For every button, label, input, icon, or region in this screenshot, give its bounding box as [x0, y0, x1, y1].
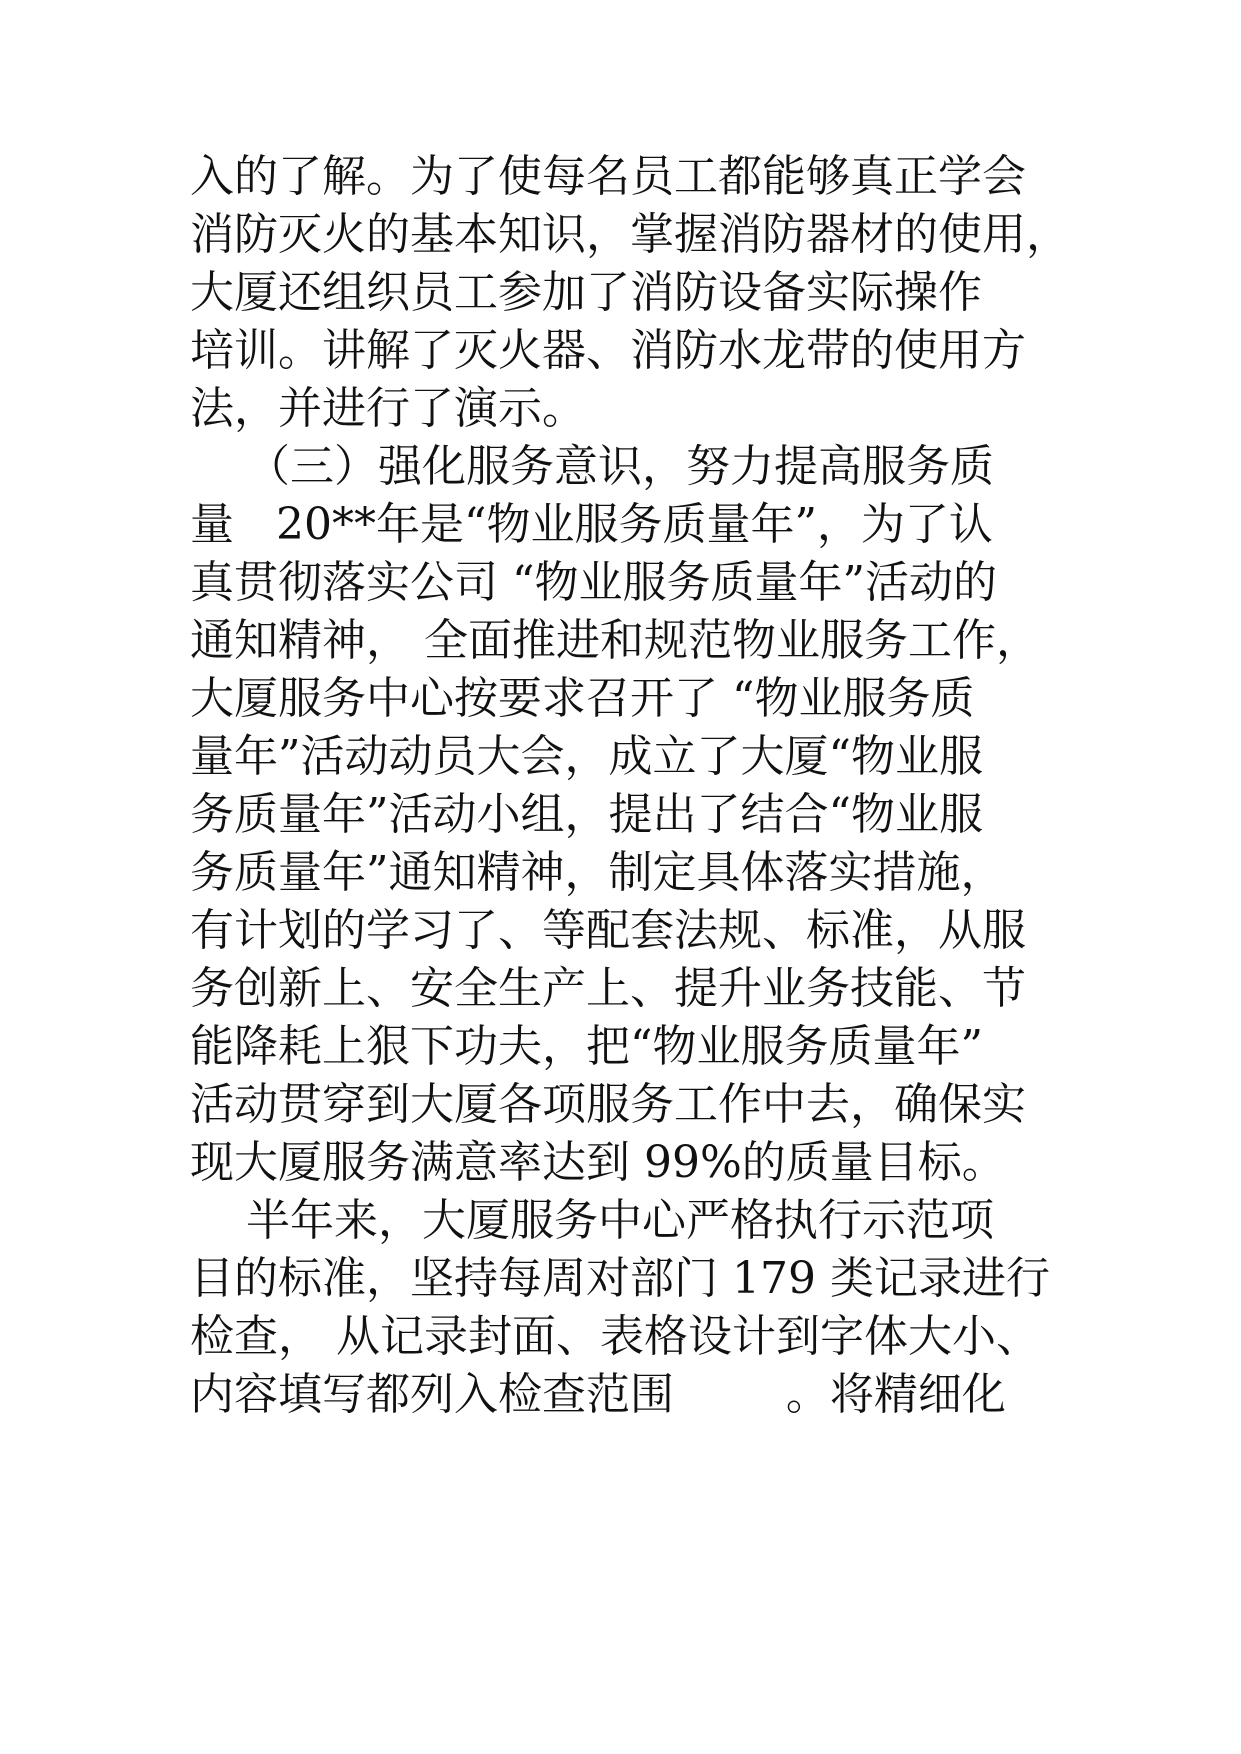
text-line: 能降耗上狠下功夫，把“物业服务质量年”: [190, 1021, 983, 1072]
text-line: 务创新上、安全生产上、提升业务技能、节: [190, 963, 1026, 1014]
text-line: 目的标准，坚持每周对部门 179 类记录进行: [190, 1253, 1050, 1304]
text-line: 内容填写都列入检查范围 。将精细化: [190, 1369, 1006, 1420]
text-line: 法，并进行了演示。: [190, 383, 586, 434]
text-line: 真贯彻落实公司 “物业服务质量年”活动的: [190, 557, 997, 608]
text-line: 务质量年”通知精神，制定具体落实措施，: [190, 847, 1005, 898]
text-line: （三）强化服务意识，努力提高服务质: [190, 441, 994, 492]
text-line: 务质量年”活动小组，提出了结合“物业服: [190, 789, 983, 840]
text-line: 活动贯穿到大厦各项服务工作中去，确保实: [190, 1079, 1026, 1130]
body-text: [190, 148, 1090, 1424]
text-line: 量年”活动动员大会，成立了大厦“物业服: [190, 731, 983, 782]
text-line: 通知精神， 全面推进和规范物业服务工作，: [190, 615, 1040, 666]
text-line: 量 20**年是“物业服务质量年”，为了认: [190, 499, 993, 550]
text-line: 大厦服务中心按要求召开了 “物业服务质: [190, 673, 975, 724]
text-line: 大厦还组织员工参加了消防设备实际操作: [190, 267, 982, 318]
text-line: 半年来，大厦服务中心严格执行示范项: [190, 1195, 994, 1246]
text-line: 消防灭火的基本知识，掌握消防器材的使用，: [190, 209, 1070, 260]
text-line: 检查， 从记录封面、表格设计到字体大小、: [190, 1311, 1040, 1362]
text-line: 有计划的学习了、等配套法规、标准，从服: [190, 905, 1026, 956]
text-line: 培训。讲解了灭火器、消防水龙带的使用方: [190, 325, 1026, 376]
text-line: 入的了解。为了使每名员工都能够真正学会: [190, 151, 1026, 202]
text-line: 现大厦服务满意率达到 99%的质量目标。: [190, 1137, 1006, 1188]
